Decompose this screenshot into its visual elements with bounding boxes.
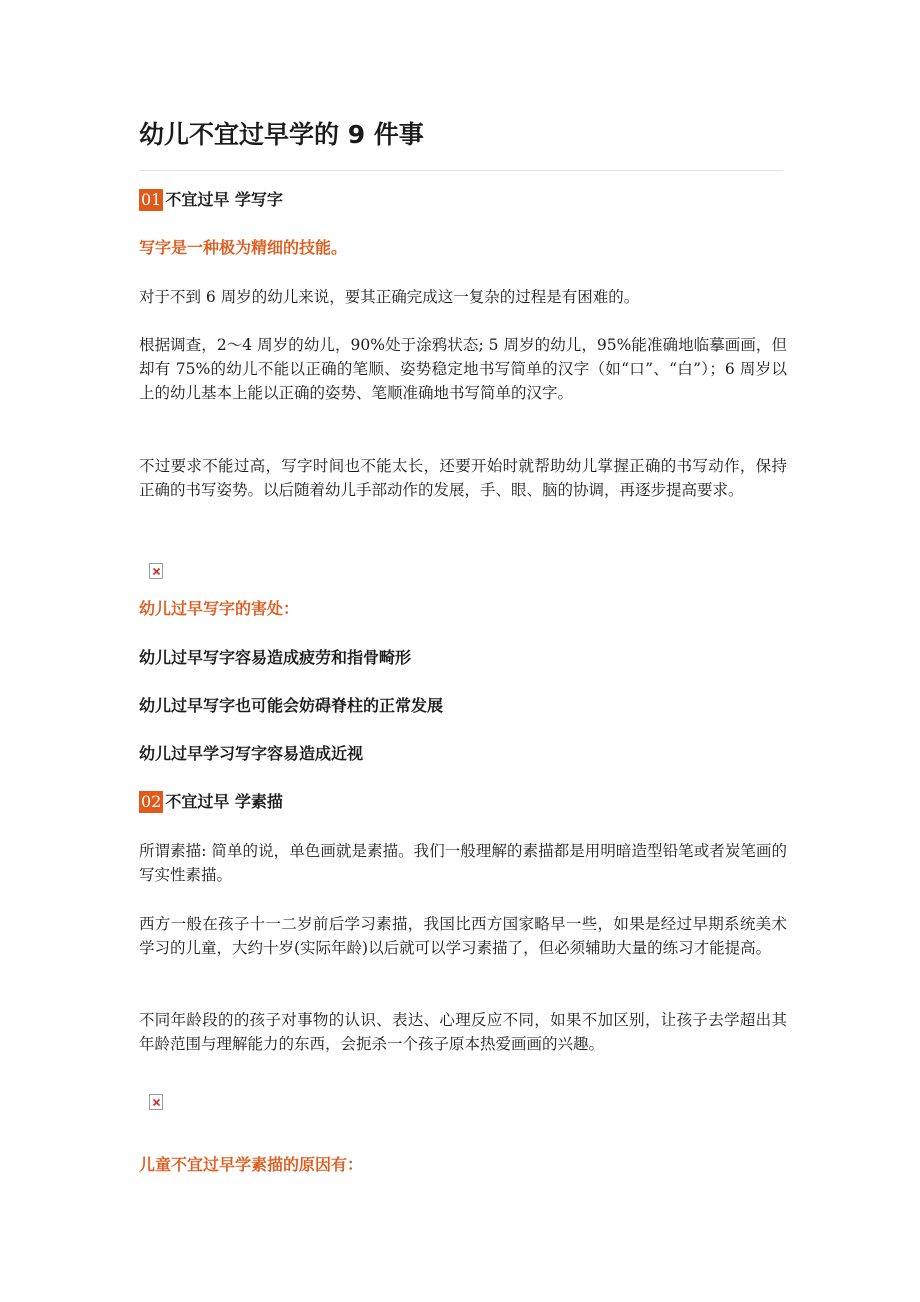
section-1-harm-item: 幼儿过早写字也可能会妨碍脊柱的正常发展 (139, 696, 444, 715)
section-2-number-badge: 02 (141, 792, 162, 811)
section-2-paragraph: 西方一般在孩子十一二岁前后学习素描，我国比西方国家略早一些，如果是经过早期系统美术学习的儿童，大约十岁(实际年龄)以后就可以学习素描了，但必须辅助大量的练习才能提高。 (139, 915, 787, 957)
section-1-heading (139, 189, 283, 211)
section-1-paragraph: 对于不到 6 周岁的幼儿来说，要其正确完成这一复杂的过程是有困难的。 (139, 288, 640, 306)
section-2-title: 不宜过早 学素描 (165, 792, 283, 811)
section-1-harm-title: 幼儿过早写字的害处： (139, 599, 300, 618)
section-1-number-badge: 01 (141, 190, 162, 209)
section-2-paragraph: 不同年龄段的的孩子对事物的认识、表达、心理反应不同，如果不加区别，让孩子去学超出其年龄范围与理解能力的东西，会扼杀一个孩子原本热爱画画的兴趣。 (139, 1011, 787, 1053)
section-2-paragraph: 所谓素描: 简单的说，单色画就是素描。我们一般理解的素描都是用明暗造型铅笔或者炭笔画的写实性素描。 (139, 842, 787, 884)
section-1-paragraph: 不过要求不能过高，写字时间也不能太长，还要开始时就帮助幼儿掌握正确的书写动作，保持正确的书写姿势。以后随着幼儿手部动作的发展，手、眼、脑的协调，再逐步提高要求。 (139, 457, 787, 499)
section-2-heading (139, 791, 283, 813)
section-1-harm-item: 幼儿过早写字容易造成疲劳和指骨畸形 (139, 648, 412, 667)
broken-image-icon (149, 1094, 163, 1110)
title-divider (139, 170, 783, 171)
section-1-subheading: 写字是一种极为精细的技能。 (139, 238, 348, 257)
section-1-harm-item: 幼儿过早学习写字容易造成近视 (139, 744, 364, 763)
broken-image-icon (149, 563, 163, 579)
section-1-paragraph: 根据调查，2～4 周岁的幼儿，90%处于涂鸦状态; 5 周岁的幼儿，95%能准确地临摹画画，但却有 75%的幼儿不能以正确的笔顺、姿势稳定地书写简单的汉字（如“口”、“白”）；6 周岁以上的幼儿基本上能以正确的姿势、笔顺准确地书写简单的汉字。 (139, 336, 787, 402)
section-2-reason-title: 儿童不宜过早学素描的原因有： (139, 1155, 364, 1174)
section-1-title: 不宜过早 学写字 (165, 190, 283, 209)
page-title: 幼儿不宜过早学的 9 件事 (139, 120, 424, 149)
